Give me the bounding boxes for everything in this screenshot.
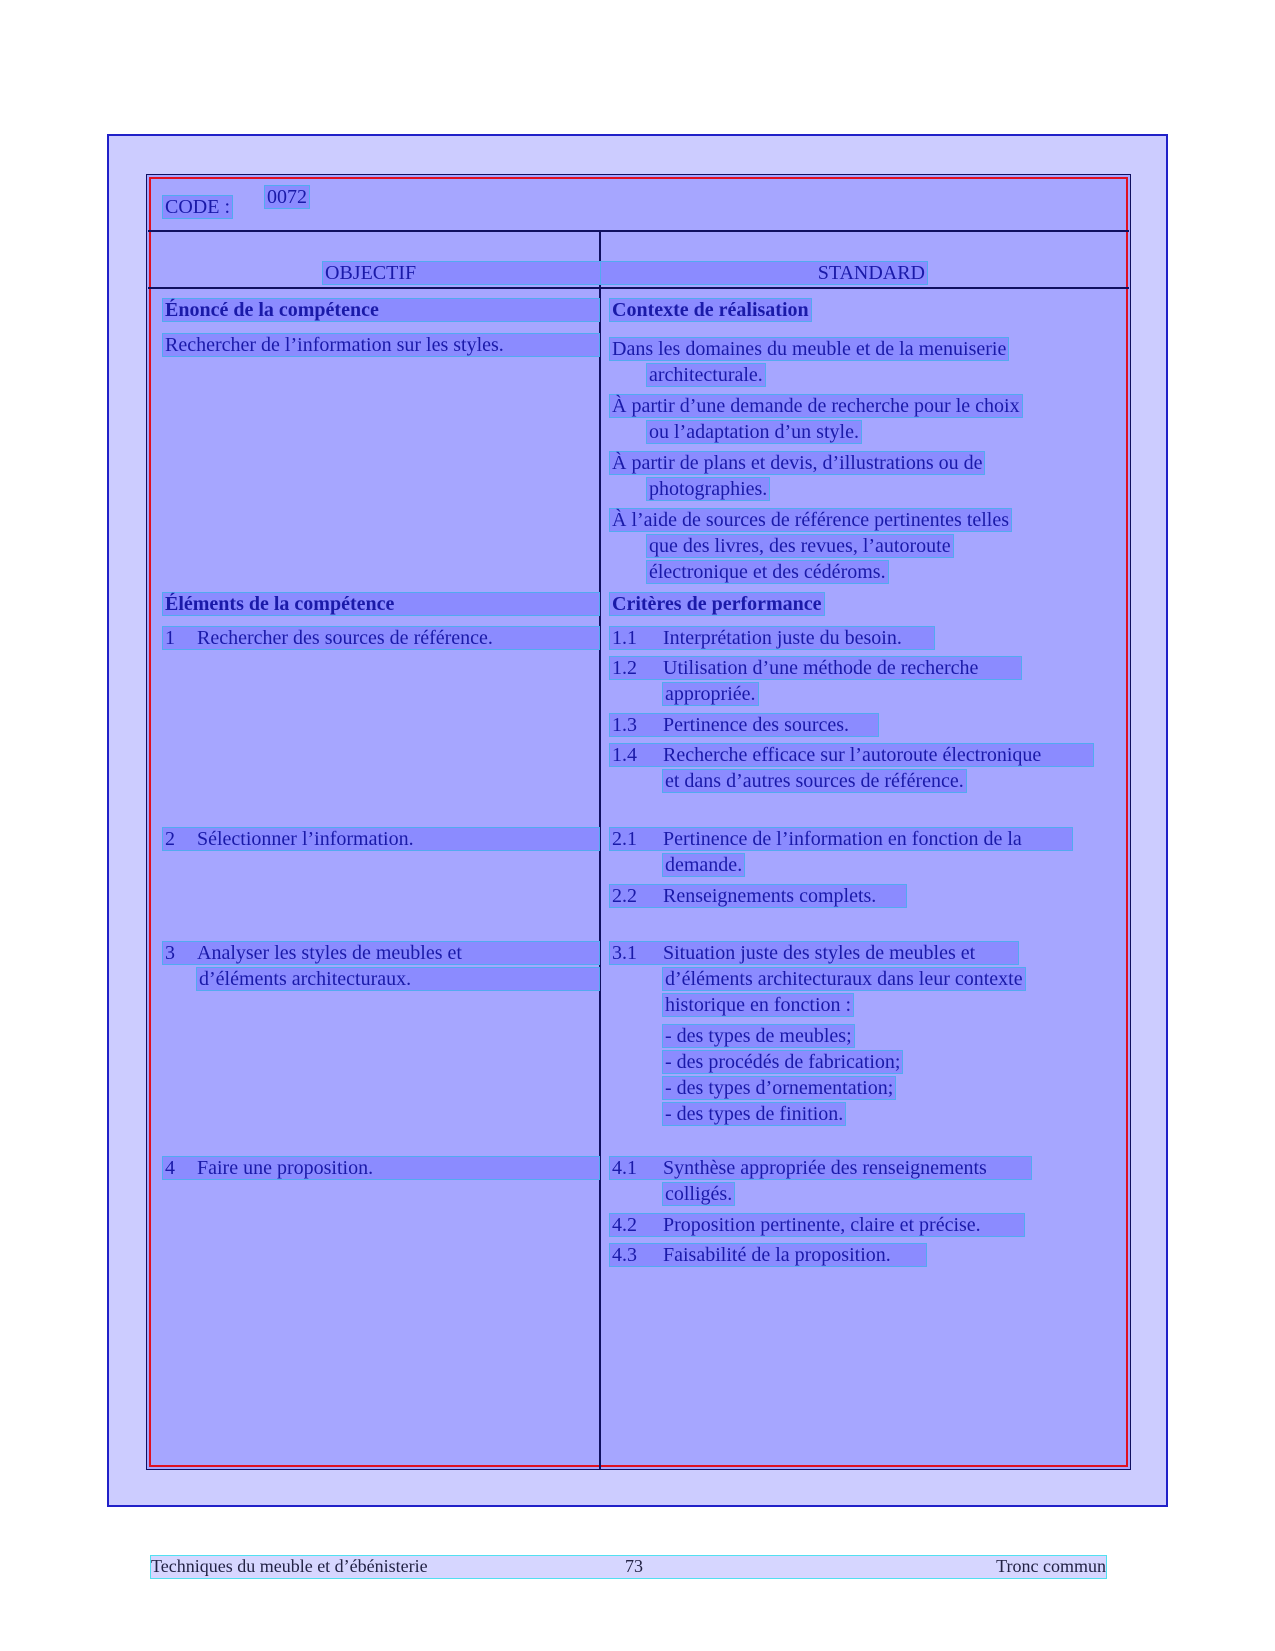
contexte-2-line-2: ou l’adaptation d’un style. (646, 420, 862, 444)
critere-number: 4.3 (612, 1244, 637, 1266)
critere-number: 1.2 (612, 657, 637, 679)
enonce-title: Énoncé de la compétence (162, 298, 600, 322)
critere-1-2 (609, 656, 1022, 680)
critere-1-2-line-2: appropriée. (662, 682, 759, 706)
element-text: Analyser les styles de meubles et (197, 942, 462, 964)
critere-1-3 (609, 713, 879, 737)
criteres-title: Critères de performance (609, 592, 825, 616)
critere-text: Pertinence des sources. (663, 714, 850, 736)
critere-number: 4.1 (612, 1157, 637, 1179)
element-text: Sélectionner l’information. (197, 828, 414, 850)
critere-text: Situation juste des styles de meubles et (663, 942, 976, 964)
critere-3-1-sub-3: - des types d’ornementation; (662, 1076, 896, 1100)
element-text: Faire une proposition. (197, 1157, 374, 1179)
critere-text: Recherche efficace sur l’autoroute électronique (663, 744, 1042, 766)
critere-text: Pertinence de l’information en fonction de la (663, 828, 1022, 850)
critere-1-1 (609, 626, 935, 650)
column-heading-standard: STANDARD (600, 261, 928, 285)
contexte-3-line-2: photographies. (646, 477, 770, 501)
header-divider (148, 230, 1129, 232)
code-value: 0072 (264, 185, 310, 209)
contexte-4-line-3: électronique et des cédéroms. (646, 560, 889, 584)
footer-page-number: 73 (625, 1556, 643, 1576)
critere-4-2 (609, 1213, 1025, 1237)
critere-2-1-line-2: demande. (662, 853, 745, 877)
competence-table (146, 174, 1131, 1470)
contexte-1-line-2: architecturale. (646, 363, 766, 387)
page-footer (150, 1555, 1107, 1579)
critere-text: Faisabilité de la proposition. (663, 1244, 891, 1266)
critere-number: 3.1 (612, 942, 637, 964)
elements-title: Éléments de la compétence (162, 592, 600, 616)
element-3-line-2: d’éléments architecturaux. (196, 967, 600, 991)
footer-program: Techniques du meuble et d’ébénisterie (151, 1556, 428, 1576)
contexte-2-line-1: À partir d’une demande de recherche pour le choix (609, 394, 1023, 418)
contexte-4-line-2: que des livres, des revues, l’autoroute (646, 534, 954, 558)
critere-3-1-sub-1: - des types de meubles; (662, 1024, 855, 1048)
critere-3-1-line-3: historique en fonction : (662, 993, 854, 1017)
critere-number: 1.3 (612, 714, 637, 736)
critere-3-1-sub-2: - des procédés de fabrication; (662, 1050, 903, 1074)
element-number: 1 (165, 627, 175, 649)
element-number: 3 (165, 942, 175, 964)
critere-2-2 (609, 884, 907, 908)
element-4 (162, 1156, 600, 1180)
critere-text: Utilisation d’une méthode de recherche (663, 657, 979, 679)
critere-number: 4.2 (612, 1214, 637, 1236)
critere-4-3 (609, 1243, 927, 1267)
critere-text: Synthèse appropriée des renseignements (663, 1157, 987, 1179)
contexte-3-line-1: À partir de plans et devis, d’illustrations ou de (609, 451, 985, 475)
element-1 (162, 626, 600, 650)
column-heading-objectif: OBJECTIF (322, 261, 602, 285)
critere-4-1 (609, 1156, 1032, 1180)
critere-number: 1.1 (612, 627, 637, 649)
critere-1-4-line-2: et dans d’autres sources de référence. (662, 769, 967, 793)
element-number: 4 (165, 1157, 175, 1179)
footer-section: Tronc commun (996, 1556, 1106, 1576)
critere-4-1-line-2: colligés. (662, 1182, 735, 1206)
element-text: Rechercher des sources de référence. (197, 627, 493, 649)
critere-3-1-sub-4: - des types de finition. (662, 1102, 846, 1126)
critere-text: Interprétation juste du besoin. (663, 627, 902, 649)
element-2 (162, 827, 600, 851)
critere-text: Proposition pertinente, claire et précise. (663, 1214, 981, 1236)
contexte-1-line-1: Dans les domaines du meuble et de la menuiserie (609, 337, 1009, 361)
critere-2-1 (609, 827, 1073, 851)
critere-number: 2.2 (612, 885, 637, 907)
contexte-title: Contexte de réalisation (609, 298, 812, 322)
enonce-text: Rechercher de l’information sur les styles. (162, 333, 600, 357)
code-label: CODE : (162, 195, 233, 219)
critere-3-1 (609, 941, 1019, 965)
element-number: 2 (165, 828, 175, 850)
critere-number: 2.1 (612, 828, 637, 850)
critere-number: 1.4 (612, 744, 637, 766)
critere-3-1-line-2: d’éléments architecturaux dans leur contexte (662, 967, 1026, 991)
columns-divider (148, 287, 1129, 289)
contexte-4-line-1: À l’aide de sources de référence pertinentes telles (609, 508, 1012, 532)
critere-1-4 (609, 743, 1094, 767)
critere-text: Renseignements complets. (663, 885, 877, 907)
element-3 (162, 941, 600, 965)
